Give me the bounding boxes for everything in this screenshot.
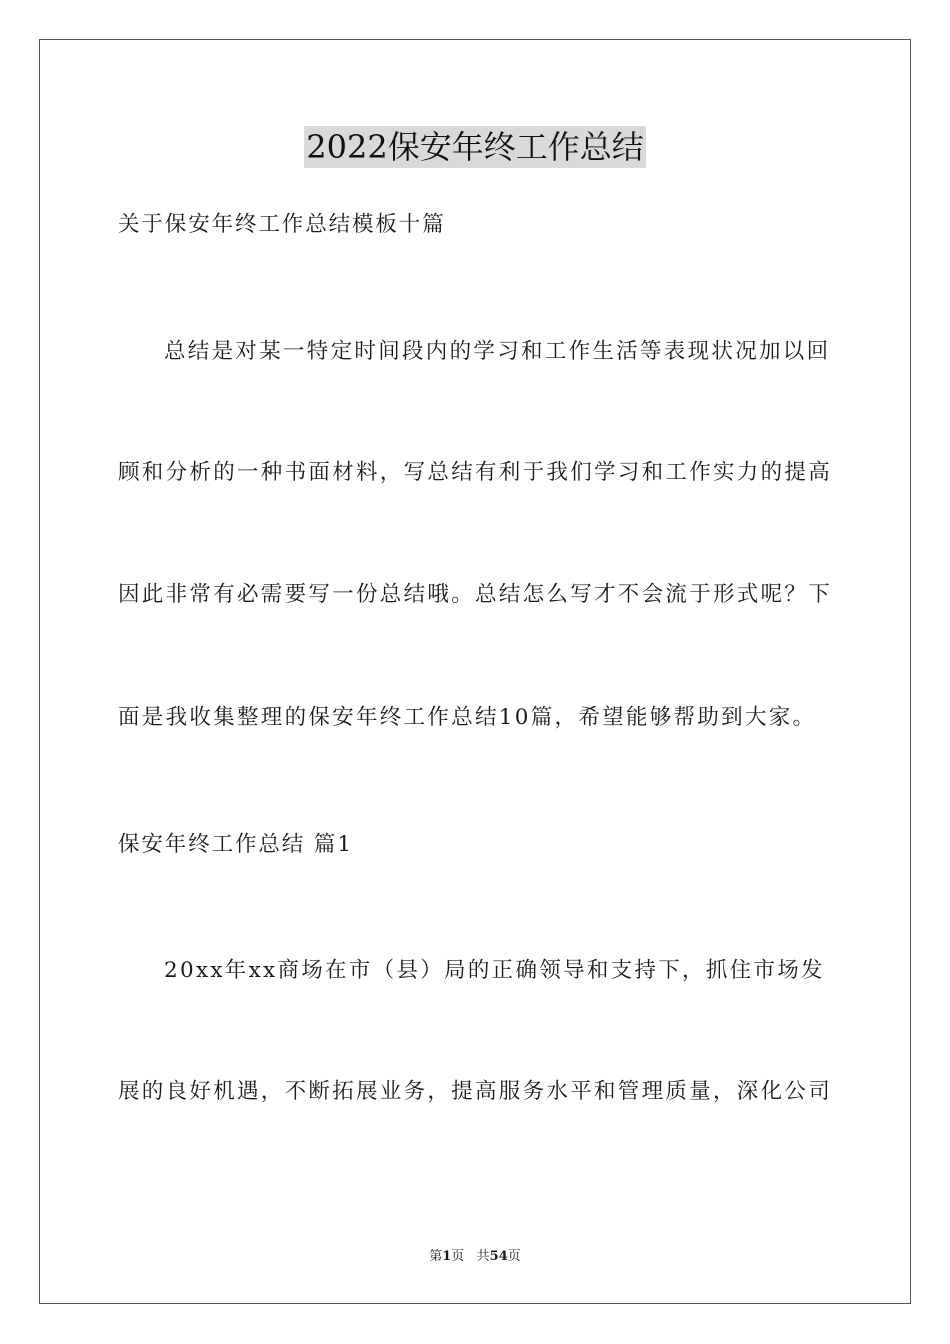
footer-page-suffix: 页 共 [451, 1249, 490, 1264]
footer-page-prefix: 第 [429, 1249, 443, 1264]
section-heading: 保安年终工作总结 篇1 [118, 832, 353, 857]
page-footer [0, 1248, 950, 1266]
document-title: 2022保安年终工作总结 [306, 128, 644, 166]
title-container [0, 126, 950, 168]
intro-line-2: 顾和分析的一种书面材料，写总结有利于我们学习和工作实力的提高 [118, 460, 833, 485]
intro-line-1: 总结是对某一特定时间段内的学习和工作生活等表现状况加以回 [164, 339, 831, 364]
footer-page-number: 1 [442, 1249, 452, 1264]
document-subtitle: 关于保安年终工作总结模板十篇 [118, 212, 446, 237]
footer-total-pages: 54 [489, 1249, 508, 1264]
intro-line-3: 因此非常有必需要写一份总结哦。总结怎么写才不会流于形式呢？下 [118, 582, 833, 607]
footer-total-suffix: 页 [507, 1249, 521, 1264]
intro-line-4: 面是我收集整理的保安年终工作总结10篇，希望能够帮助到大家。 [118, 705, 817, 730]
body-line-1: 20xx年xx商场在市（县）局的正确领导和支持下，抓住市场发 [164, 958, 825, 983]
body-line-2: 展的良好机遇，不断拓展业务，提高服务水平和管理质量，深化公司 [118, 1079, 833, 1104]
